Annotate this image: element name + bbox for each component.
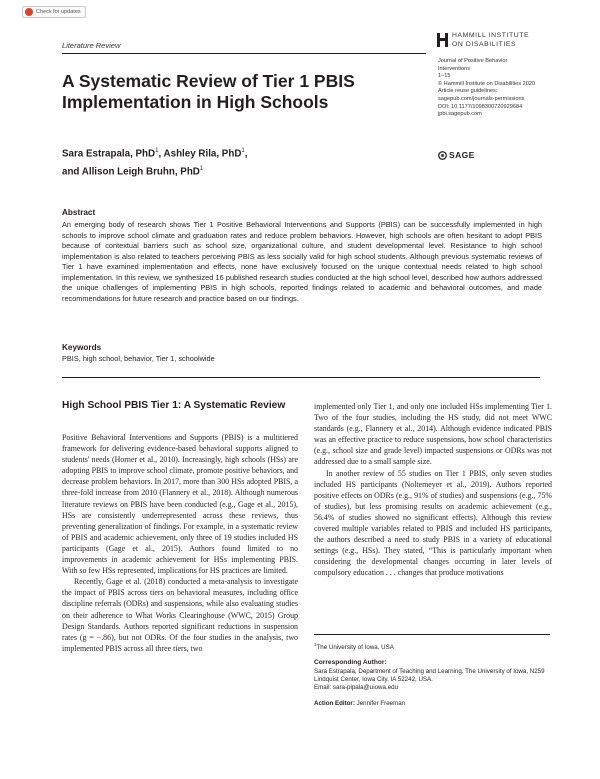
abstract-rule	[62, 377, 540, 378]
author-bruhn: and Allison Leigh Bruhn, PhD	[62, 166, 200, 178]
meta-doi[interactable]: DOI: 10.1177/1098300720929684	[438, 103, 523, 110]
keywords-text: PBIS, high school, behavior, Tier 1, schoolwide	[62, 354, 215, 363]
check-for-updates-label: Check for updates	[36, 9, 81, 15]
affiliation-mark: 1	[155, 148, 159, 154]
logo-line-2: ON DISABILITIES	[452, 41, 517, 48]
meta-line: Journal of Positive Behavior	[438, 58, 508, 64]
section-label: Literature Review	[62, 41, 121, 50]
hammill-institute-logo	[436, 30, 546, 52]
body-column-right	[314, 401, 552, 579]
hammill-logo-icon	[436, 32, 450, 48]
abstract-heading: Abstract	[62, 208, 96, 217]
corresponding-author-address: Sara Estrapala, Department of Teaching and Learning, The University of Iowa, N259 Lindquist Center, Iowa City, IA 52242, USA.	[314, 667, 545, 683]
sage-logo-icon	[438, 151, 447, 160]
action-editor-name: Jennifer Freeman	[354, 699, 406, 707]
title-line-2: Implementation in High Schools	[62, 92, 329, 112]
affiliation-mark: 1	[199, 165, 204, 172]
sage-logo	[438, 150, 475, 160]
title-line-1: A Systematic Review of Tier 1 PBIS	[62, 71, 355, 91]
author-rila: , Ashley Rila, PhD	[158, 148, 242, 160]
logo-line-1: HAMMILL INSTITUTE	[452, 32, 530, 39]
body-paragraph: In another review of 55 studies on Tier 1 PBIS, only seven studies included HS participants (Noltemeyer et al., 2019). Authors reported positive effects on ODRs (e.g., 91% of studies) and suspensions (e.g., 75% of studies), but less promising results on academic achievement (e.g., 56.4% of studies showed no significant effects). Although this review covered multiple variables related to PBIS and included HS participants, the authors described a need to study PBIS in a variety of educational settings (e.g., HSs). They stated, “This is particularly important when considering the developmental changes occurring in later levels of compulsory education . . . changes that produce motivations	[314, 468, 552, 578]
body-paragraph: Positive Behavioral Interventions and Supports (PBIS) is a multitiered framework for delivering evidence-based behavioral supports aligned to students' needs (Horner et al., 2010). Increasingly, high schools (HSs) are adopting PBIS to improve school climate, promote positive behaviors, and decrease problem behaviors. In 2017, more than 300 HSs adopted PBIS, a three-fold increase from 2010 (Flannery et al., 2018). Although numerous literature reviews on PBIS have been conducted (e.g., Gage et al., 2015), HSs are consistently underrepresented across these reviews, thus preventing generalization of findings. For example, in a systematic review of PBIS and academic achievement, only three of 19 studies included HS participants (Gage et al., 2015). Authors found limited to no improvements in academic achievement for HSs implementing PBIS. With so few HSs represented, implications for HS practices are limited.	[62, 433, 298, 576]
section-heading: High School PBIS Tier 1: A Systematic Review	[62, 400, 286, 411]
author-list: Sara Estrapala, PhD$^1$, Ashley Rila, PhD$^1$, and Allison Leigh Bruhn, PhD$^1$	[62, 148, 248, 178]
meta-line: © Hammill Institute on Disabilities 2020	[438, 80, 536, 87]
meta-journal-site[interactable]: jpbi.sagepub.com	[438, 111, 482, 118]
affiliation-mark: 1	[314, 642, 317, 647]
affiliation-mark: 1	[241, 148, 245, 154]
check-for-updates-badge[interactable]	[22, 6, 86, 18]
keywords-heading: Keywords	[62, 343, 102, 352]
author-estrapala: Sara Estrapala, PhD	[62, 148, 156, 160]
footnote-rule	[314, 634, 550, 635]
journal-meta	[438, 58, 568, 119]
meta-permissions-link[interactable]: sagepub.com/journals-permissions	[438, 95, 525, 102]
article-title	[62, 71, 422, 113]
update-check-icon	[25, 8, 33, 16]
affiliation-text: The University of Iowa, USA	[316, 644, 394, 652]
meta-line: Article reuse guidelines:	[438, 88, 498, 95]
sage-logo-text: SAGE	[449, 150, 475, 160]
corresponding-author-heading: Corresponding Author:	[314, 659, 387, 667]
header-rule	[62, 53, 426, 54]
meta-line: 1–15	[438, 73, 451, 80]
meta-line: Interventions	[438, 65, 471, 72]
footnotes	[314, 641, 552, 708]
corresponding-author-email[interactable]: Email: sara-pipala@uiowa.edu	[314, 684, 399, 692]
action-editor-label: Action Editor:	[314, 699, 355, 707]
body-paragraph: Recently, Gage et al. (2018) conducted a meta-analysis to investigate the impact of PBIS across tiers on behavioral measures, including office discipline referrals (ODRs) and suspensions, while also evaluating studies on their adherence to What Works Clearinghouse (WWC, 2015) Group Design Standards. Authors reported significant reductions in suspension rates (g = −.86), but not ODRs. Of the four studies in the analysis, two implemented PBIS across all three tiers, two	[62, 577, 298, 653]
abstract-text: An emerging body of research shows Tier 1 Positive Behavioral Interventions and Supports (PBIS) can be successfully implemented in high schools to improve school climate and graduation rates and reduce problem behaviors. However, high schools are often hesitant to adopt PBIS because of contextual barriers such as school size, organizational culture, and student developmental level. Resistance to high school implementation is also related to teachers perceiving PBIS as less socially valid for high school students. Although previous systematic reviews of Tier 1 have examined implementation and effects, none have exclusively focused on the unique contextual needs related to high school implementation. In this review, we synthesized 16 published research studies conducted at the high school level, described how authors addressed the unique challenges of implementing PBIS in high schools, reported findings related to academic and behavioral outcomes, and made recommendations for future research and practice based on our findings.	[62, 220, 542, 303]
body-column-left	[62, 432, 298, 654]
body-paragraph: implemented only Tier 1, and only one included HSs implementing Tier 1. Two of the four studies, including the HS study, did not meet WWC standards (e.g., Flannery et al., 2014). Although evidence indicated PBIS was an effective practice to reduce suspensions, how school characteristics (e.g., school size and grade level) impacted suspensions or ODRs was not addressed due to a small sample size.	[314, 402, 552, 467]
